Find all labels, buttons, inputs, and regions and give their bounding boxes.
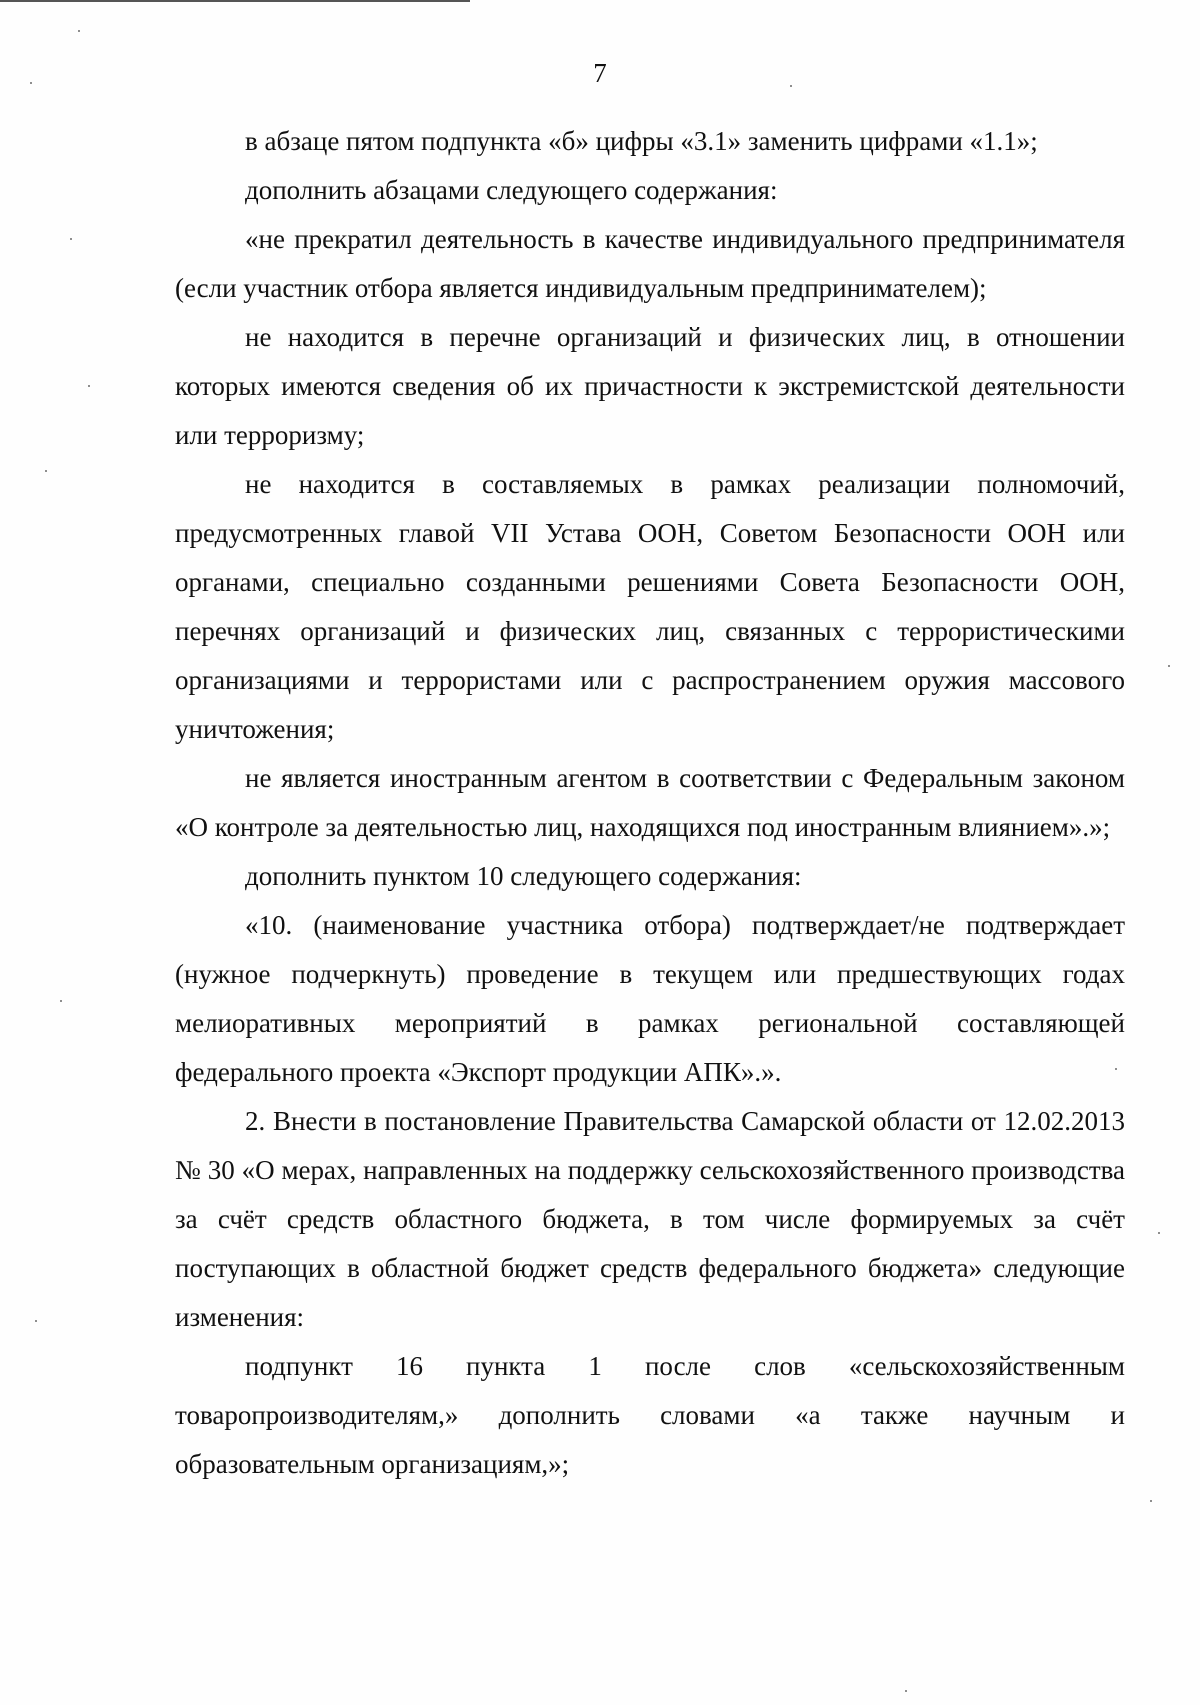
page-number: 7 [593, 58, 607, 88]
scan-speck [1158, 1232, 1160, 1234]
scan-speck [30, 82, 32, 84]
scan-speck [70, 238, 72, 240]
paragraph-subitem-16: подпункт 16 пункта 1 после слов «сельскохозяйственным товаропроизводителям,» дополнить словами «а также научным и образовательным организациям,»; [175, 1351, 1125, 1479]
paragraph-foreign-agent: не является иностранным агентом в соответствии с Федеральным законом «О контроле за деятельностью лиц, находящихся под иностранным влиянием».»; [175, 763, 1125, 842]
scan-speck [78, 30, 80, 32]
paragraph-add-abzacy: дополнить абзацами следующего содержания: [245, 175, 778, 205]
paragraph-un-lists: не находится в составляемых в рамках реализации полномочий, предусмотренных главой VII Устава ООН, Советом Безопасности ООН или органами, специально созданными решениями Совета Безопасности ООН, перечнях организаций и физических лиц, связанных с террористическими организациями и террористами или с распространением оружия массового уничтожения; [175, 469, 1125, 744]
scan-speck [88, 385, 90, 387]
paragraph-amend-abzac: в абзаце пятом подпункта «б» цифры «3.1» заменить цифрами «1.1»; [245, 126, 1038, 156]
scan-speck [1115, 1068, 1117, 1070]
scan-speck [60, 1000, 62, 1002]
top-edge-line [0, 0, 470, 2]
paragraph-section-2: 2. Внести в постановление Правительства Самарской области от 12.02.2013 № 30 «О мерах, направленных на поддержку сельскохозяйственного производства за счёт средств областного бюджета, в том числе формируемых за счёт поступающих в областной бюджет средств федерального бюджета» следующие изменения: [175, 1106, 1125, 1332]
paragraph-not-ceased: «не прекратил деятельность в качестве индивидуального предпринимателя (если участник отбора является индивидуальным предпринимателем); [175, 224, 1125, 303]
scan-speck [790, 85, 792, 87]
paragraph-item-10-text: «10. (наименование участника отбора) подтверждает/не подтверждает (нужное подчеркнуть) проведение в текущем или предшествующих годах мелиоративных мероприятий в рамках региональной составляющей федерального проекта «Экспорт продукции АПК».». [175, 910, 1125, 1087]
scan-speck [905, 1690, 907, 1692]
scan-speck [35, 1320, 37, 1322]
paragraph-add-item-10: дополнить пунктом 10 следующего содержания: [245, 861, 802, 891]
paragraph-extremism-list: не находится в перечне организаций и физических лиц, в отношении которых имеются сведения об их причастности к экстремистской деятельности или терроризму; [175, 322, 1125, 450]
scan-speck [45, 470, 47, 472]
document-body [175, 117, 1125, 1489]
scan-speck [1150, 1500, 1152, 1502]
scan-speck [1168, 665, 1170, 667]
